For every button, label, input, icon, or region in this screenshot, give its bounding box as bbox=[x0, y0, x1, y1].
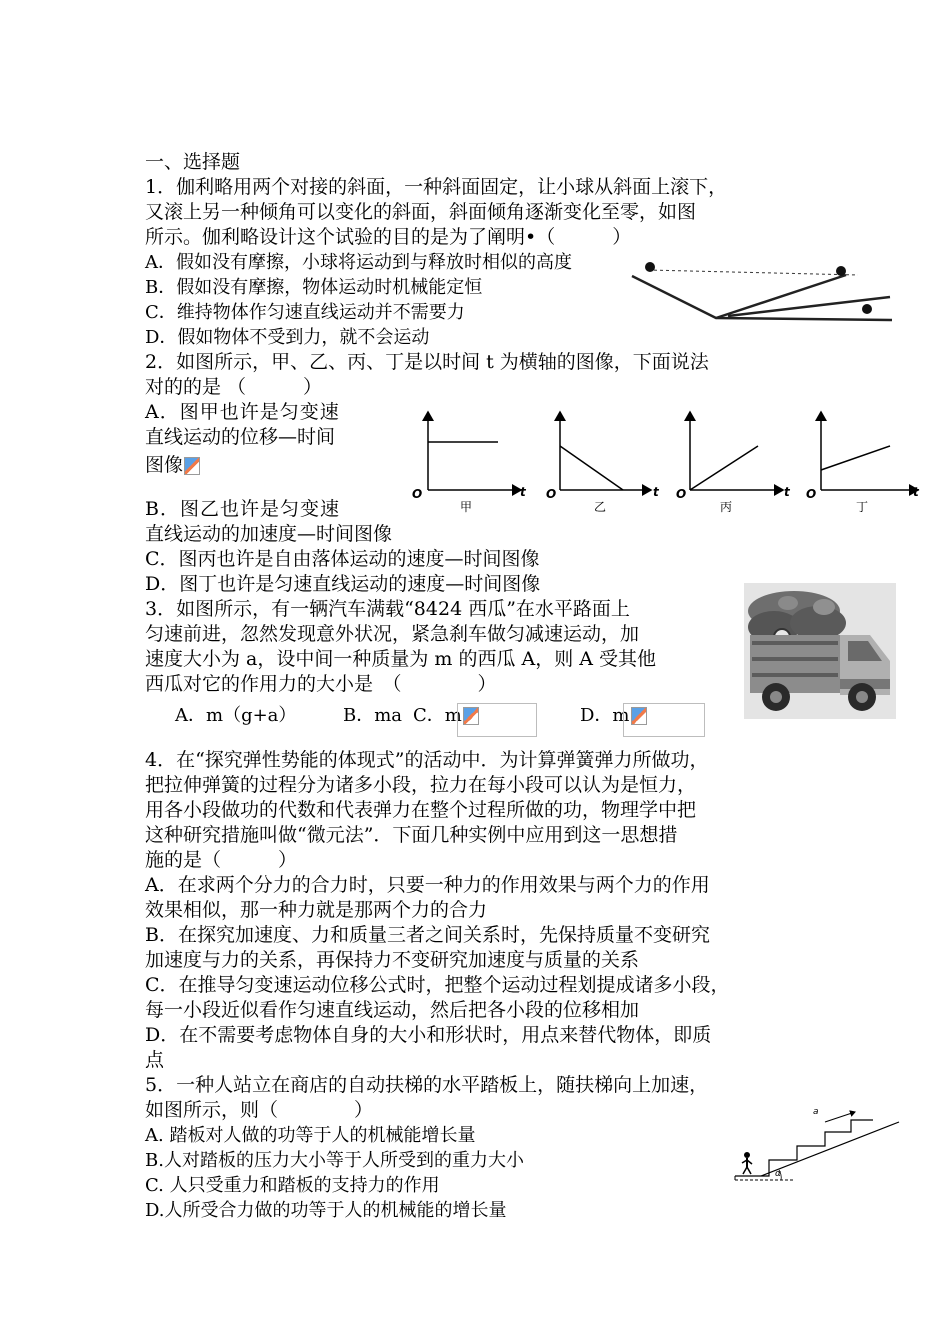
section-title: 一、选择题 bbox=[145, 151, 241, 173]
q3-line-3: 速度大小为 a，设中间一种质量为 m 的西瓜 A，则 A 受其他 bbox=[145, 648, 657, 670]
q4-line-3: 用各小段做功的代数和代表弹力在整个过程所做的功，物理学中把 bbox=[145, 799, 697, 821]
q3-option-c-formula-box bbox=[457, 703, 537, 737]
q3-option-d-formula-box bbox=[623, 703, 705, 737]
q5-line-1: 5．一种人站立在商店的自动扶梯的水平踏板上，随扶梯向上加速， bbox=[145, 1074, 709, 1096]
q4-option-c-line-2: 每一小段近似看作匀速直线运动，然后把各小段的位移相加 bbox=[145, 999, 640, 1021]
graph-yi-origin: O bbox=[546, 487, 557, 501]
q1-option-a: A．假如没有摩擦，小球将运动到与释放时相似的高度 bbox=[145, 252, 572, 273]
q4-line-2: 把拉伸弹簧的过程分为诸多小段，拉力在每小段可以认为是恒力， bbox=[145, 774, 697, 796]
q3-line-4: 西瓜对它的作用力的大小是 （ ） bbox=[145, 673, 497, 695]
graph-jia-axis: t bbox=[520, 485, 526, 499]
q3-option-a: A．m（g+a） bbox=[175, 705, 297, 726]
graph-ding-origin: O bbox=[806, 487, 817, 501]
q2-option-a-text: 图像 bbox=[145, 454, 184, 476]
q5-option-d: D.人所受合力做的功等于人的机械能的增长量 bbox=[145, 1200, 507, 1221]
graph-yi-caption: 乙 bbox=[594, 500, 607, 514]
graph-ding-caption: 丁 bbox=[856, 500, 869, 514]
q2-option-a-line-2: 直线运动的位移—时间 bbox=[145, 426, 336, 448]
q4-option-d-line-1: D．在不需要考虑物体自身的大小和形状时，用点来替代物体，即质 bbox=[145, 1024, 712, 1046]
truck-watermelon-photo bbox=[744, 583, 896, 719]
q3-option-d-text: D．m bbox=[580, 705, 630, 726]
q4-option-b-line-1: B．在探究加速度、力和质量三者之间关系时，先保持质量不变研究 bbox=[145, 924, 710, 946]
q1-line-1: 1．伽利略用两个对接的斜面，一种斜面固定，让小球从斜面上滚下， bbox=[145, 176, 728, 198]
q4-option-a-line-2: 效果相似，那一种力就是那两个力的合力 bbox=[145, 899, 488, 921]
q5-option-b: B.人对踏板的压力大小等于人所受到的重力大小 bbox=[145, 1150, 524, 1171]
graph-jia-caption: 甲 bbox=[460, 500, 473, 514]
q2-option-a-line-3 bbox=[145, 453, 200, 478]
graph-bing-origin: O bbox=[676, 487, 687, 501]
q4-line-1: 4．在“探究弹性势能的体现式”的活动中．为计算弹簧弹力所做功， bbox=[145, 749, 709, 771]
q3-line-2: 匀速前进，忽然发现意外状况，紧急刹车做匀减速运动，加 bbox=[145, 623, 640, 645]
q3-line-1: 3．如图所示，有一辆汽车满载“8424 西瓜”在水平路面上 bbox=[145, 598, 630, 620]
graph-bing-axis: t bbox=[784, 485, 790, 499]
escalator-figure bbox=[733, 1102, 903, 1186]
q1-line-3: 所示。伽利略设计这个试验的目的是为了阐明•（ ） bbox=[145, 226, 632, 248]
graph-ding bbox=[806, 412, 920, 514]
q2-option-d: D．图丁也许是匀速直线运动的速度—时间图像 bbox=[145, 573, 541, 595]
graph-bing bbox=[676, 412, 791, 514]
q3-option-b: B．ma bbox=[343, 705, 403, 726]
graph-yi bbox=[546, 412, 660, 514]
q5-option-a: A. 踏板对人做的功等于人的机械能增长量 bbox=[145, 1125, 476, 1146]
q1-option-c: C．维持物体作匀速直线运动并不需要力 bbox=[145, 302, 465, 323]
q2-option-b-line-2: 直线运动的加速度—时间图像 bbox=[145, 523, 393, 545]
q4-option-a-line-1: A．在求两个分力的合力时，只要一种力的作用效果与两个力的作用 bbox=[145, 874, 710, 896]
q2-option-c: C．图丙也许是自由落体运动的速度—时间图像 bbox=[145, 548, 540, 570]
angle-label: α bbox=[775, 1169, 781, 1179]
graph-ding-axis: t bbox=[913, 485, 919, 499]
q4-line-5: 施的是（ ） bbox=[145, 849, 298, 871]
q4-option-d-line-2: 点 bbox=[145, 1049, 165, 1071]
q2-option-a-line-1: A．图甲也许是匀变速 bbox=[145, 401, 340, 423]
q4-option-b-line-2: 加速度与力的关系，再保持力不变研究加速度与质量的关系 bbox=[145, 949, 640, 971]
inclined-planes-figure bbox=[628, 242, 896, 324]
q1-option-d: D．假如物体不受到力，就不会运动 bbox=[145, 327, 430, 348]
q1-line-2: 又滚上另一种倾角可以变化的斜面，斜面倾角逐渐变化至零，如图 bbox=[145, 201, 697, 223]
q4-line-4: 这种研究措施叫做“微元法”．下面几种实例中应用到这一思想措 bbox=[145, 824, 678, 846]
q2-option-b-line-1: B．图乙也许是匀变速 bbox=[145, 498, 340, 520]
graph-bing-caption: 丙 bbox=[720, 500, 733, 514]
person-icon bbox=[742, 1152, 752, 1174]
accel-label: a bbox=[813, 1107, 819, 1117]
q4-option-c-line-1: C．在推导匀变速运动位移公式时，把整个运动过程划提成诸多小段， bbox=[145, 974, 730, 996]
q5-line-2: 如图所示，则（ ） bbox=[145, 1099, 374, 1121]
q1-option-b: B．假如没有摩擦，物体运动时机械能定恒 bbox=[145, 277, 483, 298]
broken-image-icon bbox=[184, 457, 200, 475]
q2-graphs bbox=[408, 404, 924, 520]
q2-line-2: 对的的是 （ ） bbox=[145, 376, 323, 398]
q5-option-c: C. 人只受重力和踏板的支持力的作用 bbox=[145, 1175, 440, 1196]
graph-jia-origin: O bbox=[412, 487, 423, 501]
q2-line-1: 2．如图所示，甲、乙、丙、丁是以时间 t 为横轴的图像，下面说法 bbox=[145, 351, 709, 373]
q3-option-c-text: C．m bbox=[413, 705, 462, 726]
graph-jia bbox=[412, 412, 527, 514]
graph-yi-axis: t bbox=[653, 485, 659, 499]
